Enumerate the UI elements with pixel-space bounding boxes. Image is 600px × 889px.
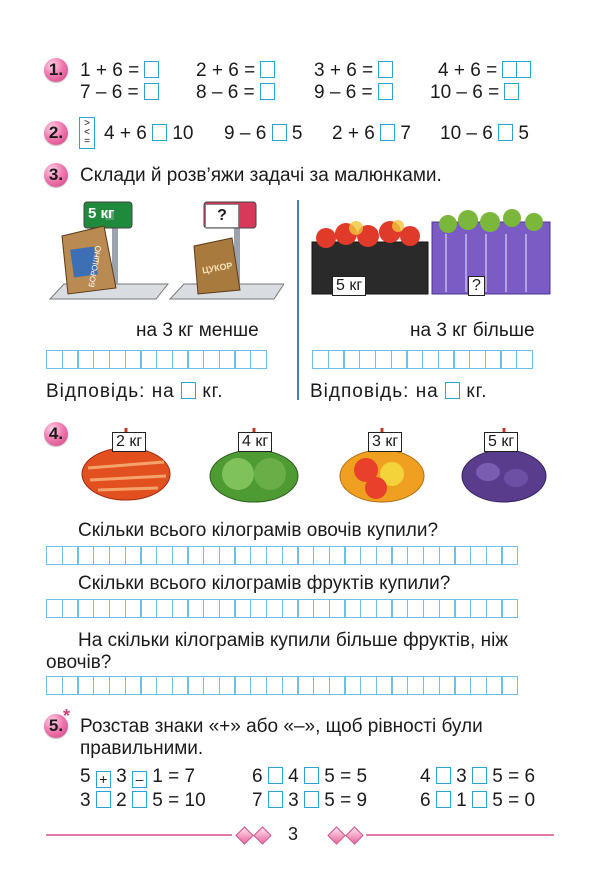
task-5-instruction-1: Розстав знаки «+» або «–», щоб рівності були xyxy=(80,716,483,737)
task-1-eq-3: 3 + 6 = xyxy=(314,60,393,82)
sign-box[interactable] xyxy=(268,791,283,808)
symbols-hint: > < = xyxy=(79,117,95,149)
task-1-eq-4: 4 + 6 = xyxy=(438,60,531,82)
q2-work-grid[interactable] xyxy=(46,599,517,619)
task-2-number: 2. xyxy=(44,121,68,145)
crate-2-tag: ? xyxy=(468,276,485,296)
sign-box[interactable] xyxy=(96,791,111,808)
right-work-grid[interactable] xyxy=(312,350,532,370)
bag-1-tag: 2 кг xyxy=(112,432,146,452)
question-1: Скільки всього кілограмів овочів купили? xyxy=(78,520,439,541)
left-caption: на 3 кг менше xyxy=(136,320,259,341)
sign-box[interactable] xyxy=(472,767,487,784)
eq-5-3: 4 3 5 = 6 xyxy=(420,766,536,787)
answer-box[interactable] xyxy=(445,382,460,399)
footer-diamond xyxy=(235,826,253,844)
task-3-number: 3. xyxy=(44,163,68,187)
footer-rule-left xyxy=(46,834,232,836)
bag-4-tag: 5 кг xyxy=(484,432,518,452)
scale-display-1: 5 кг xyxy=(88,205,115,222)
scale-display-2: ? xyxy=(205,204,239,228)
page-number: 3 xyxy=(288,824,299,844)
footer-diamond xyxy=(345,826,363,844)
task-5-instruction-2: правильними. xyxy=(80,738,204,759)
question-3-line-2: овочів? xyxy=(46,652,112,673)
sign-box[interactable] xyxy=(304,767,319,784)
divider-line xyxy=(297,200,299,400)
flour-bag-label: БОРОШНО xyxy=(86,244,104,289)
right-answer: Відповідь: на кг. xyxy=(310,381,488,402)
task-1-eq-7: 9 – 6 = xyxy=(314,82,393,104)
answer-box[interactable] xyxy=(378,83,393,100)
footer-rule-right xyxy=(366,834,554,836)
compare-box[interactable] xyxy=(380,124,395,141)
q1-work-grid[interactable] xyxy=(46,546,517,566)
task-1-eq-2: 2 + 6 = xyxy=(196,60,275,82)
answer-box[interactable] xyxy=(260,61,275,78)
task-1-number: 1. xyxy=(44,58,68,82)
task-1-eq-6: 8 – 6 = xyxy=(196,82,275,104)
sign-box[interactable] xyxy=(436,791,451,808)
sign-box[interactable]: – xyxy=(132,771,147,788)
footer-diamond xyxy=(327,826,345,844)
sign-box[interactable]: + xyxy=(96,771,111,788)
task-4-number: 4. xyxy=(44,422,68,446)
compare-box[interactable] xyxy=(152,124,167,141)
answer-box[interactable] xyxy=(181,382,196,399)
question-2: Скільки всього кілограмів фруктів купили? xyxy=(78,573,451,594)
crate-1-tag: 5 кг xyxy=(332,276,366,296)
task-1-eq-1: 1 + 6 = xyxy=(80,60,159,82)
bag-2-tag: 4 кг xyxy=(238,432,272,452)
task-1-eq-5: 7 – 6 = xyxy=(80,82,159,104)
task-2-cmp-2: 9 – 6 5 xyxy=(224,123,303,144)
task-3-instruction: Склади й розв’яжи задачі за малюнками. xyxy=(80,165,442,186)
eq-5-6: 6 1 5 = 0 xyxy=(420,790,536,811)
task-2-cmp-4: 10 – 6 5 xyxy=(440,123,529,144)
task-2-cmp-1: 4 + 6 10 xyxy=(104,123,194,144)
task-1-eq-8: 10 – 6 = xyxy=(430,82,519,104)
sign-box[interactable] xyxy=(268,767,283,784)
right-caption: на 3 кг більше xyxy=(410,320,535,341)
eq-5-1: 5 + 3 – 1 = 7 xyxy=(80,766,196,787)
answer-box[interactable] xyxy=(144,61,159,78)
answer-box[interactable] xyxy=(260,83,275,100)
sign-box[interactable] xyxy=(436,767,451,784)
sign-box[interactable] xyxy=(472,791,487,808)
bag-3-tag: 3 кг xyxy=(368,432,402,452)
eq-5-5: 7 3 5 = 9 xyxy=(252,790,368,811)
left-answer: Відповідь: на кг. xyxy=(46,381,224,402)
compare-box[interactable] xyxy=(498,124,513,141)
compare-box[interactable] xyxy=(272,124,287,141)
sign-box[interactable] xyxy=(132,791,147,808)
sign-box[interactable] xyxy=(304,791,319,808)
left-work-grid[interactable] xyxy=(46,350,266,370)
footer-diamond xyxy=(253,826,271,844)
task-2-cmp-3: 2 + 6 7 xyxy=(332,123,411,144)
scales-illustration xyxy=(44,196,284,311)
answer-box[interactable] xyxy=(504,83,519,100)
answer-box[interactable] xyxy=(516,61,531,78)
question-3-line-1: На скільки кілограмів купили більше фруктів, ніж xyxy=(78,630,509,651)
eq-5-2: 6 4 5 = 5 xyxy=(252,766,368,787)
answer-box[interactable] xyxy=(144,83,159,100)
star-mark: * xyxy=(63,706,71,726)
sugar-bag-label: ЦУКОР xyxy=(201,260,234,276)
q3-work-grid[interactable] xyxy=(46,676,517,696)
eq-5-4: 3 2 5 = 10 xyxy=(80,790,206,811)
task-5-number: 5. xyxy=(44,714,68,738)
answer-box[interactable] xyxy=(502,61,517,78)
answer-box[interactable] xyxy=(378,61,393,78)
